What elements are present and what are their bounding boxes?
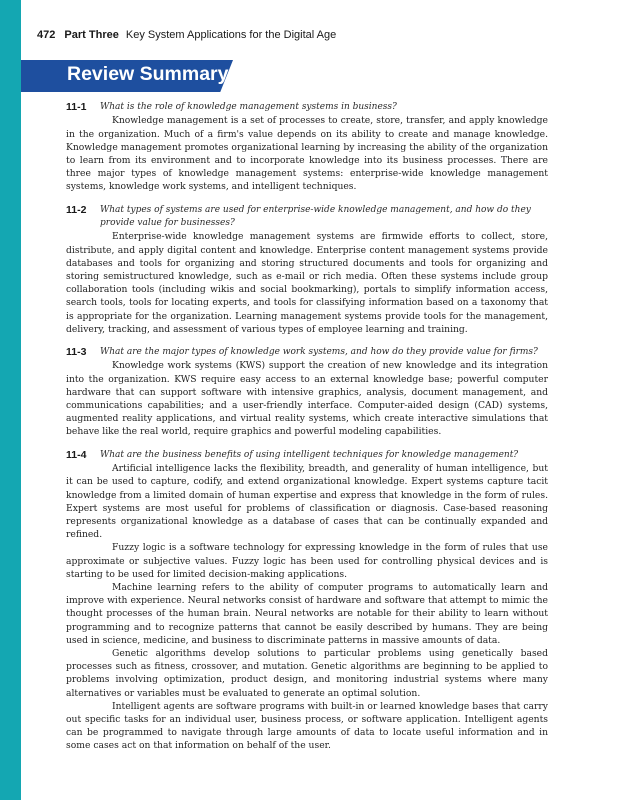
page-edge-bar [0,0,21,800]
section-paragraph: Genetic algorithms develop solutions to particular problems using genetically based processes such as fitness, crossover, and mutation. Genetic algorithms are beginning to be applied to problems involving optimization, product design, and monitoring industrial systems where many alternatives or variables must be evaluated to generate an optimal solution. [66,647,548,699]
page-number: 472 [37,29,56,41]
section-11-1 [66,101,548,194]
section-paragraph: Enterprise-wide knowledge management systems are firmwide efforts to collect, store, distribute, and apply digital content and knowledge. Enterprise content management systems provide databases and tools for organizing and storing structured documents and tools for organizing and storing semistructured knowledge, such as e-mail or rich media. Often these systems include group collaboration tools (including wikis and social bookmarking), portals to simplify information access, search tools, tools for locating experts, and tools for classifying information based on a taxonomy that is appropriate for the organization. Learning management systems provide tools for the management, delivery, tracking, and assessment of various types of employee learning and training. [66,231,548,335]
review-content [66,101,548,763]
section-number: 11-3 [66,346,87,359]
part-title: Key System Applications for the Digital Age [125,29,337,41]
section-11-2 [66,204,548,336]
section-number: 11-2 [66,203,87,216]
section-number: 11-1 [66,101,87,113]
section-11-4 [66,449,548,753]
part-label: Part Three [64,29,119,41]
section-question: What is the role of knowledge management systems in business? [100,102,397,112]
banner-title: Review Summary [67,63,229,85]
section-number: 11-4 [66,448,87,461]
section-question: What are the major types of knowledge work systems, and how do they provide value for firms? [100,347,538,358]
section-paragraph: Machine learning refers to the ability of computer programs to automatically learn and improve with experience. Neural networks consist of hardware and software that attempt to mimic the thought processes of the human brain. Neural networks are notable for their ability to learn without programming and to recognize patterns that cannot be easily described by humans. They are being used in science, medicine, and business to discriminate patterns in massive amounts of data. [66,581,548,646]
section-paragraph: Intelligent agents are software programs with built-in or learned knowledge bases that carry out specific tasks for an individual user, business process, or software application. Intelligent agents can be programmed to navigate through large amounts of data to locate useful information and in some cases act on that information on behalf of the user. [66,700,548,752]
section-question: What types of systems are used for enterprise-wide knowledge management, and how do they provide value for businesses? [100,204,531,229]
section-paragraph: Artificial intelligence lacks the flexibility, breadth, and generality of human intelligence, but it can be used to capture, codify, and extend organizational knowledge. Expert systems capture tacit knowledge from a limited domain of human expertise and express that knowledge in the form of rules. Expert systems are most useful for problems of classification or diagnosis. Case-based reasoning represents organizational knowledge as a database of cases that can be continually expanded and refined. [66,463,548,541]
section-11-3 [66,346,548,439]
section-paragraph: Fuzzy logic is a software technology for expressing knowledge in the form of rules that use approximate or subjective values. Fuzzy logic has been used for controlling physical devices and is starting to be used for limited decision-making applications. [66,542,548,580]
section-paragraph: Knowledge management is a set of processes to create, store, transfer, and apply knowledge in the organization. Much of a firm's value depends on its ability to create and manage knowledge. Knowledge management promotes organizational learning by increasing the ability of the organization to learn from its environment and to incorporate knowledge into its business processes. There are three major types of knowledge management systems: enterprise-wide knowledge management systems, knowledge work systems, and intelligent techniques. [66,115,548,193]
section-paragraph: Knowledge work systems (KWS) support the creation of new knowledge and its integration into the organization. KWS require easy access to an external knowledge base; powerful computer hardware that can support software with intensive graphics, analysis, document management, and communications capabilities; and a user-friendly interface. Computer-aided design (CAD) systems, augmented reality applications, and virtual reality systems, which create interactive simulations that behave like the real world, require graphics and powerful modeling capabilities. [66,360,548,438]
section-question: What are the business benefits of using intelligent techniques for knowledge management? [100,449,519,460]
running-head [37,29,336,41]
